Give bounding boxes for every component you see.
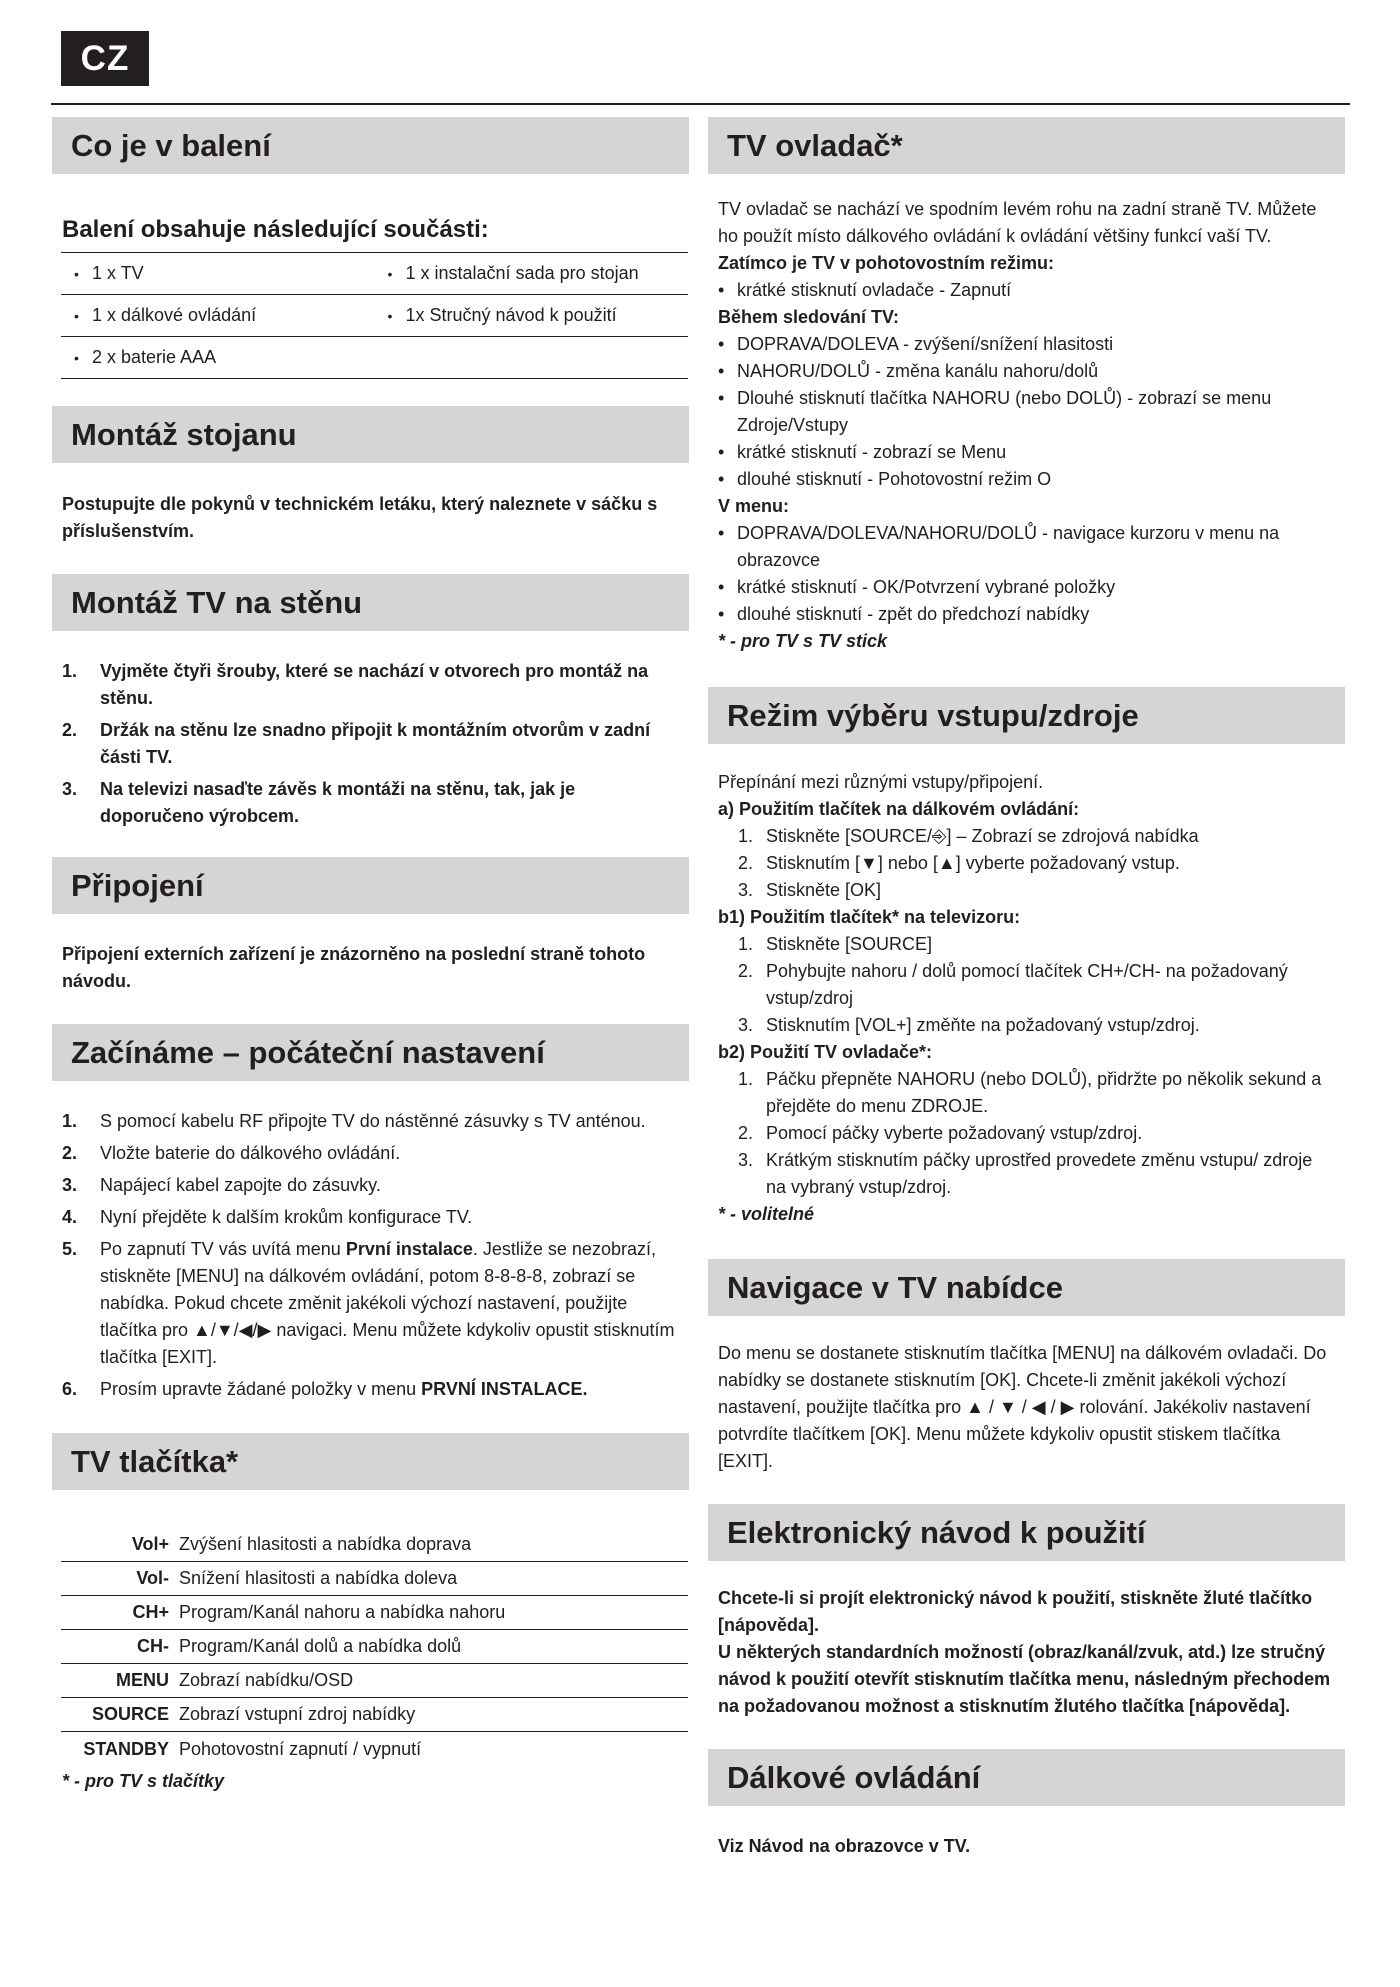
list-item: 3. Stiskněte [OK] bbox=[738, 880, 882, 900]
section-header-stand bbox=[52, 406, 689, 463]
source-b2-title: b2) Použití TV ovladače*: bbox=[718, 1042, 933, 1062]
bullet-icon: • bbox=[74, 265, 79, 282]
section-header-start bbox=[52, 1024, 689, 1081]
list-item: 1. Vyjměte čtyři šrouby, které se nachází v otvorech pro montáž na stěnu. bbox=[62, 661, 649, 708]
start-steps bbox=[52, 1108, 689, 1403]
list-item: 6. Prosím upravte žádané položky v menu PRVNÍ INSTALACE. bbox=[62, 1379, 588, 1399]
list-item: • krátké stisknutí ovladače - Zapnutí bbox=[718, 280, 1012, 300]
list-item: 1. Stiskněte [SOURCE] bbox=[738, 934, 933, 954]
section-header-manual bbox=[708, 1504, 1345, 1561]
package-item: 1 x TV bbox=[92, 263, 144, 283]
section-header-package bbox=[52, 117, 689, 174]
list-item: 3. Na televizi nasaďte závěs k montáži na stěnu, tak, jak je doporučeno výrobcem. bbox=[62, 779, 576, 826]
list-item: 2. Stisknutím [▼] nebo [▲] vyberte požadovaný vstup. bbox=[738, 853, 1180, 873]
table-row: CH+ Program/Kanál nahoru a nabídka nahoru bbox=[61, 1596, 688, 1630]
language-badge: CZ bbox=[61, 31, 149, 86]
bullet-icon: • bbox=[74, 349, 79, 366]
list-item: • dlouhé stisknutí - Pohotovostní režim O bbox=[718, 469, 1052, 489]
controller-watch-list bbox=[708, 331, 1345, 493]
package-table bbox=[61, 252, 688, 379]
source-b1-list bbox=[708, 931, 1345, 1039]
controller-note: * - pro TV s TV stick bbox=[718, 631, 888, 651]
stand-text: Postupujte dle pokynů v technickém letáku, který naleznete v sáčku s příslušenstvím. bbox=[62, 494, 658, 541]
package-item: 1 x dálkové ovládání bbox=[92, 305, 257, 325]
table-row: CH- Program/Kanál dolů a nabídka dolů bbox=[61, 1630, 688, 1664]
list-item: 1. Páčku přepněte NAHORU (nebo DOLŮ), přidržte po několik sekund a přejděte do menu ZDROJE. bbox=[738, 1069, 1322, 1116]
controller-intro: TV ovladač se nachází ve spodním levém rohu na zadní straně TV. Můžete ho použít místo dálkového ovládání k ovládání většiny funkcí vaší TV. bbox=[718, 199, 1317, 246]
left-column bbox=[52, 117, 689, 1795]
section-title: TV tlačítka* bbox=[71, 1443, 239, 1479]
table-row bbox=[61, 253, 688, 295]
section-title: Připojení bbox=[71, 867, 204, 903]
list-item: • Dlouhé stisknutí tlačítka NAHORU (nebo DOLŮ) - zobrazí se menu Zdroje/Vstupy bbox=[718, 388, 1272, 435]
bullet-icon: • bbox=[74, 307, 79, 324]
section-title: Režim výběru vstupu/zdroje bbox=[727, 697, 1139, 733]
manual-p2: U některých standardních možností (obraz/kanál/zvuk, atd.) lze stručný návod k použití otevřít stisknutím tlačítka menu, následným přechodem na požadovanou možnost a stisknutím žlutého tlačítka [nápověda]. bbox=[718, 1642, 1331, 1716]
list-item: 3. Stisknutím [VOL+] změňte na požadovaný vstup/zdroj. bbox=[738, 1015, 1200, 1035]
connect-text: Připojení externích zařízení je znázorněno na poslední straně tohoto návodu. bbox=[62, 944, 646, 991]
list-item: • DOPRAVA/DOLEVA - zvýšení/snížení hlasitosti bbox=[718, 334, 1114, 354]
nav-text: Do menu se dostanete stisknutím tlačítka [MENU] na dálkovém ovladači. Do nabídky se dostanete stisknutím [OK]. Chcete-li změnit jakékoli výchozí nastavení, použijte tlačítka pro ▲ / ▼ / ◀ / ▶ rolování. Jakékoliv nastavení potvrdíte tlačítkem [OK]. Menu můžete kdykoliv opustit stiskem tlačítka [EXIT]. bbox=[718, 1343, 1327, 1471]
buttons-note: * - pro TV s tlačítky bbox=[62, 1771, 225, 1791]
list-item: • dlouhé stisknutí - zpět do předchozí nabídky bbox=[718, 604, 1090, 624]
source-b2-list bbox=[708, 1066, 1345, 1201]
controller-menu-title: V menu: bbox=[718, 496, 790, 516]
list-item: • DOPRAVA/DOLEVA/NAHORU/DOLŮ - navigace kurzoru v menu na obrazovce bbox=[718, 523, 1280, 570]
buttons-table bbox=[61, 1528, 688, 1766]
source-b1-title: b1) Použitím tlačítek* na televizoru: bbox=[718, 907, 1021, 927]
list-item: 3. Krátkým stisknutím páčky uprostřed provedete změnu vstupu/ zdroje na vybraný vstup/zdroj. bbox=[738, 1150, 1313, 1197]
package-item: 2 x baterie AAA bbox=[92, 347, 217, 367]
list-item: 4. Nyní přejděte k dalším krokům konfigurace TV. bbox=[62, 1207, 473, 1227]
controller-watch-title: Během sledování TV: bbox=[718, 307, 900, 327]
right-column bbox=[708, 117, 1345, 1860]
table-row: Vol+ Zvýšení hlasitosti a nabídka doprava bbox=[61, 1528, 688, 1562]
section-title: Elektronický návod k použití bbox=[727, 1514, 1146, 1550]
bullet-icon: • bbox=[387, 265, 393, 282]
manual-p1: Chcete-li si projít elektronický návod k použití, stiskněte žluté tlačítko [nápověda]. bbox=[718, 1588, 1313, 1635]
section-title: Začínáme – počáteční nastavení bbox=[71, 1034, 545, 1070]
table-row: MENU Zobrazí nabídku/OSD bbox=[61, 1664, 688, 1698]
table-row: Vol- Snížení hlasitosti a nabídka doleva bbox=[61, 1562, 688, 1596]
list-item: 2. Vložte baterie do dálkového ovládání. bbox=[62, 1143, 401, 1163]
section-header-controller bbox=[708, 117, 1345, 174]
list-item: • NAHORU/DOLŮ - změna kanálu nahoru/dolů bbox=[718, 361, 1099, 381]
controller-menu-list bbox=[708, 520, 1345, 628]
section-header-source bbox=[708, 687, 1345, 744]
section-header-wall bbox=[52, 574, 689, 631]
remote-text: Viz Návod na obrazovce v TV. bbox=[718, 1836, 971, 1856]
wall-steps bbox=[52, 658, 689, 830]
source-intro: Přepínání mezi různými vstupy/připojení. bbox=[718, 772, 1044, 792]
section-header-connect bbox=[52, 857, 689, 914]
table-row: SOURCE Zobrazí vstupní zdroj nabídky bbox=[61, 1698, 688, 1732]
controller-standby-list bbox=[708, 277, 1345, 304]
list-item: • krátké stisknutí - OK/Potvrzení vybrané položky bbox=[718, 577, 1116, 597]
section-header-remote bbox=[708, 1749, 1345, 1806]
controller-standby-title: Zatímco je TV v pohotovostním režimu: bbox=[718, 253, 1055, 273]
table-row bbox=[61, 295, 688, 337]
bullet-icon: • bbox=[387, 307, 393, 324]
section-title: Montáž TV na stěnu bbox=[71, 584, 363, 620]
list-item: 2. Pohybujte nahoru / dolů pomocí tlačítek CH+/CH- na požadovaný vstup/zdroj bbox=[738, 961, 1288, 1008]
source-note: * - volitelné bbox=[718, 1204, 815, 1224]
package-item: 1 x instalační sada pro stojan bbox=[405, 263, 639, 283]
list-item: 2. Držák na stěnu lze snadno připojit k montážním otvorům v zadní části TV. bbox=[62, 720, 651, 767]
list-item: 2. Pomocí páčky vyberte požadovaný vstup/zdroj. bbox=[738, 1123, 1143, 1143]
section-title: Dálkové ovládání bbox=[727, 1759, 981, 1795]
section-title: Montáž stojanu bbox=[71, 416, 297, 452]
source-a-title: a) Použitím tlačítek na dálkovém ovládání: bbox=[718, 799, 1080, 819]
source-a-list bbox=[708, 823, 1345, 904]
list-item: 5. Po zapnutí TV vás uvítá menu První instalace. Jestliže se nezobrazí, stiskněte [MENU] na dálkovém ovládání, potom 8-8-8-8, zobrazí se nabídka. Pokud chcete změnit jakékoli výchozí nastavení, použijte tlačítka pro ▲/▼/◀/▶ navigaci. Menu můžete kdykoliv opustit stisknutím tlačítka [EXIT]. bbox=[62, 1239, 675, 1367]
list-item: 3. Napájecí kabel zapojte do zásuvky. bbox=[62, 1175, 381, 1195]
list-item: 1. S pomocí kabelu RF připojte TV do nástěnné zásuvky s TV anténou. bbox=[62, 1111, 646, 1131]
section-title: Navigace v TV nabídce bbox=[727, 1269, 1063, 1305]
section-title: TV ovladač* bbox=[727, 127, 903, 163]
package-item: 1x Stručný návod k použití bbox=[405, 305, 617, 325]
table-row: STANDBY Pohotovostní zapnutí / vypnutí bbox=[83, 1738, 422, 1759]
section-header-buttons bbox=[52, 1433, 689, 1490]
list-item: • krátké stisknutí - zobrazí se Menu bbox=[718, 442, 1007, 462]
package-subtitle: Balení obsahuje následující součásti: bbox=[62, 216, 489, 243]
table-row bbox=[61, 337, 688, 379]
top-divider bbox=[51, 103, 1350, 105]
list-item: 1. Stiskněte [SOURCE/⎆] – Zobrazí se zdrojová nabídka bbox=[738, 826, 1199, 846]
section-title: Co je v balení bbox=[71, 127, 271, 163]
section-header-nav bbox=[708, 1259, 1345, 1316]
